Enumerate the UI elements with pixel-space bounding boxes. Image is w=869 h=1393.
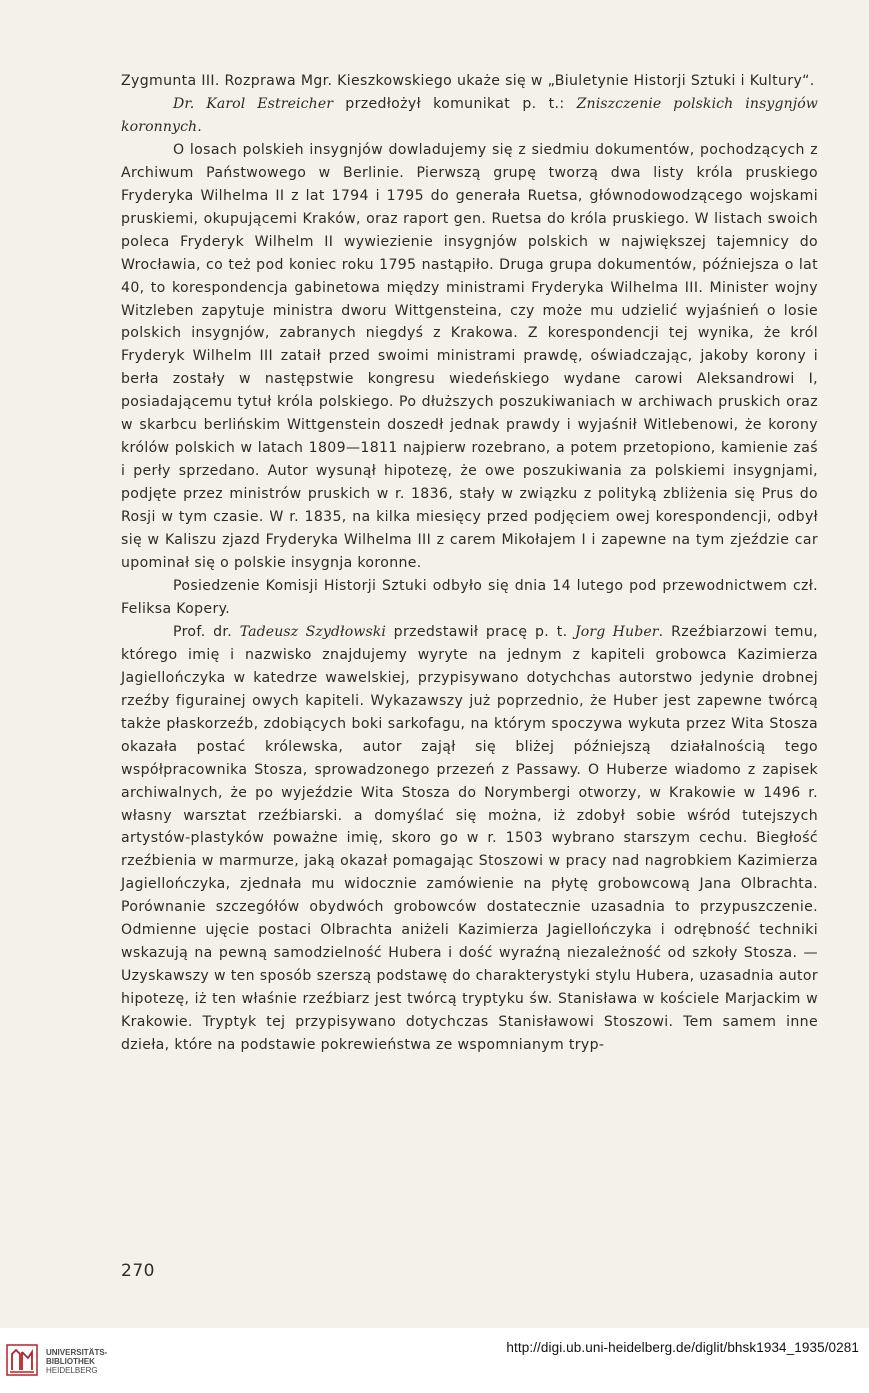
text-run: O losach polskieh insygnjów dowladujemy się z siedmiu dokumentów, pochodzących z Archiwum Państwowego w Berlinie. Pierwszą grupę tworzą dwa listy króla pruskiego Fryderyka Wilhelma II z lat 1794 i 1795 do generała Ruetsa, głównodowodzącego wojskami pruskiemi, okupującemi Kraków, oraz raport gen. Ruetsa do króla pruskiego. W listach swoich poleca Fryderyk Wilhelm II wywiezienie insygnjów polskich w największej tajemnicy do Wrocławia, co też pod koniec roku 1795 nastąpiło. Druga grupa dokumentów, późniejsza o lat 40, to korespondencja gabinetowa między ministrami Fryderyka Wilhelma III. Minister wojny Witzleben zapytuje ministra dworu Wittgensteina, czy może mu udzielić wyjaśnień o losie polskich insygnjów, zabranych niegdyś z Krakowa. Z korespondencji tej wynika, że król Fryderyk Wilhelm III zataił przed swoimi ministrami prawdę, oświadczając, jakoby korony i berła zostały w następstwie kongresu wiedeńskiego wydane carowi Aleksandrowi I, posiadającemu tytuł króla polskiego. Po dłuższych poszukiwaniach w archiwach pruskich oraz w skarbcu berlińskim Wittgenstein doszedł jednak prawdy i wyjaśnił Witlebenowi, że korony królów polskich w latach 1809—1811 najpierw rozebrano, a potem przetopiono, kamienie zaś i perły sprzedano. Autor wysunął hipotezę, że owe poszukiwania za polskiemi insygnjami, podjęte przez ministrów pruskich w r. 1836, stały w związku z polityką zbliżenia się Prus do Rosji w tym czasie. W r. 1835, na kilka miesięcy przed podjęciem owej korespondencji, odbył się w Kaliszu zjazd Fryderyka Wilhelma III z carem Mikołajem I i zapewne na tym zjeździe car upominał się o polskie insygnja koronne. — [121, 141, 818, 572]
italic-text: Tadeusz Szydłowski — [239, 623, 387, 640]
paragraph — [121, 139, 818, 575]
text-run: przedstawił pracę p. t. — [386, 623, 576, 640]
permalink-url[interactable]: http://digi.ub.uni-heidelberg.de/diglit/bhsk1934_1935/0281 — [506, 1340, 859, 1355]
text-run: . Rzeźbiarzowi temu, którego imię i nazwisko znajdujemy wyryte na jednym z kapiteli grobowca Kazimierza Jagiellończyka w katedrze wawelskiej, przypisywano dotychchas autorstwo jedynie drobnej rzeźby figurainej owych kapiteli. Wykazawszy już poprzednio, że Huber jest zapewne twórcą także płaskorzeźb, zdobiących boki sarkofagu, na którym spoczywa wykuta przez Wita Stosza okazała postać królewska, autor zajął się bliżej późniejszą działalnością tego współpracownika Stosza, sprowadzonego przezeń z Passawy. O Huberze wiadomo z zapisek archiwalnych, że po wyjeździe Wita Stosza do Norymbergi otworzy, w Krakowie w 1496 r. własny warsztat rzeźbiarski. a domyślać się można, iż zdobył sobie wśród tutejszych artystów-plastyków poważne imię, skoro go w r. 1503 wybrano starszym cechu. Biegłość rzeźbienia w marmurze, jaką okazał pomagając Stoszowi w pracy nad nagrobkiem Kazimierza Jagiellończyka, zjednała mu widocznie zamówienie na płytę grobowcową Jana Olbrachta. Porównanie szczegółów obydwóch grobowców dostatecznie uzasadnia to przypuszczenie. Odmienne ujęcie postaci Olbrachta aniżeli Kazimierza Jagiellończyka i odrębność techniki wskazują na pewną samodzielność Hubera i dość wyraźną niezależność od szkoły Stosza. — Uzyskawszy w ten sposób szerszą podstawę do charakterystyki stylu Hubera, uzasadnia autor hipotezę, iż ten właśnie rzeźbiarz jest twórcą tryptyku św. Stanisława w kościele Marjackim w Krakowie. Tryptyk tej przypisywano dotychczas Stanisławowi Stoszowi. Tem samem inne dzieła, które na podstawie pokrewieństwa ze wspomnianym tryp- — [121, 623, 818, 1054]
library-logo[interactable] — [6, 1342, 146, 1382]
library-logo-icon — [6, 1344, 38, 1376]
text-run: Zygmunta III. Rozprawa Mgr. Kieszkowskiego ukaże się w „Biuletynie Historji Sztuki i Kultury“. — [121, 73, 815, 89]
viewer-footer — [0, 1328, 869, 1393]
logo-text-line3: HEIDELBERG — [46, 1366, 98, 1375]
text-run: przedłożył komunikat p. t.: — [333, 95, 577, 112]
paragraph — [121, 575, 818, 621]
logo-text-line1: UNIVERSITÄTS- — [46, 1348, 108, 1357]
italic-text: Dr. Karol Estreicher — [173, 95, 334, 112]
body-text — [121, 70, 818, 1057]
paragraph — [121, 70, 818, 93]
text-run: Posiedzenie Komisji Historji Sztuki odbyło się dnia 14 lutego pod przewodnictwem czł. Feliksa Kopery. — [121, 577, 818, 617]
paragraph — [121, 93, 818, 139]
italic-text: Jorg Huber — [575, 623, 659, 640]
paragraph — [121, 621, 818, 1057]
logo-text-line2: BIBLIOTHEK — [46, 1357, 95, 1366]
italic-text: Zniszczenie polskich insygnjów koronnych. — [121, 95, 818, 135]
page-number: 270 — [121, 1261, 155, 1281]
text-run: Prof. dr. — [173, 623, 240, 640]
